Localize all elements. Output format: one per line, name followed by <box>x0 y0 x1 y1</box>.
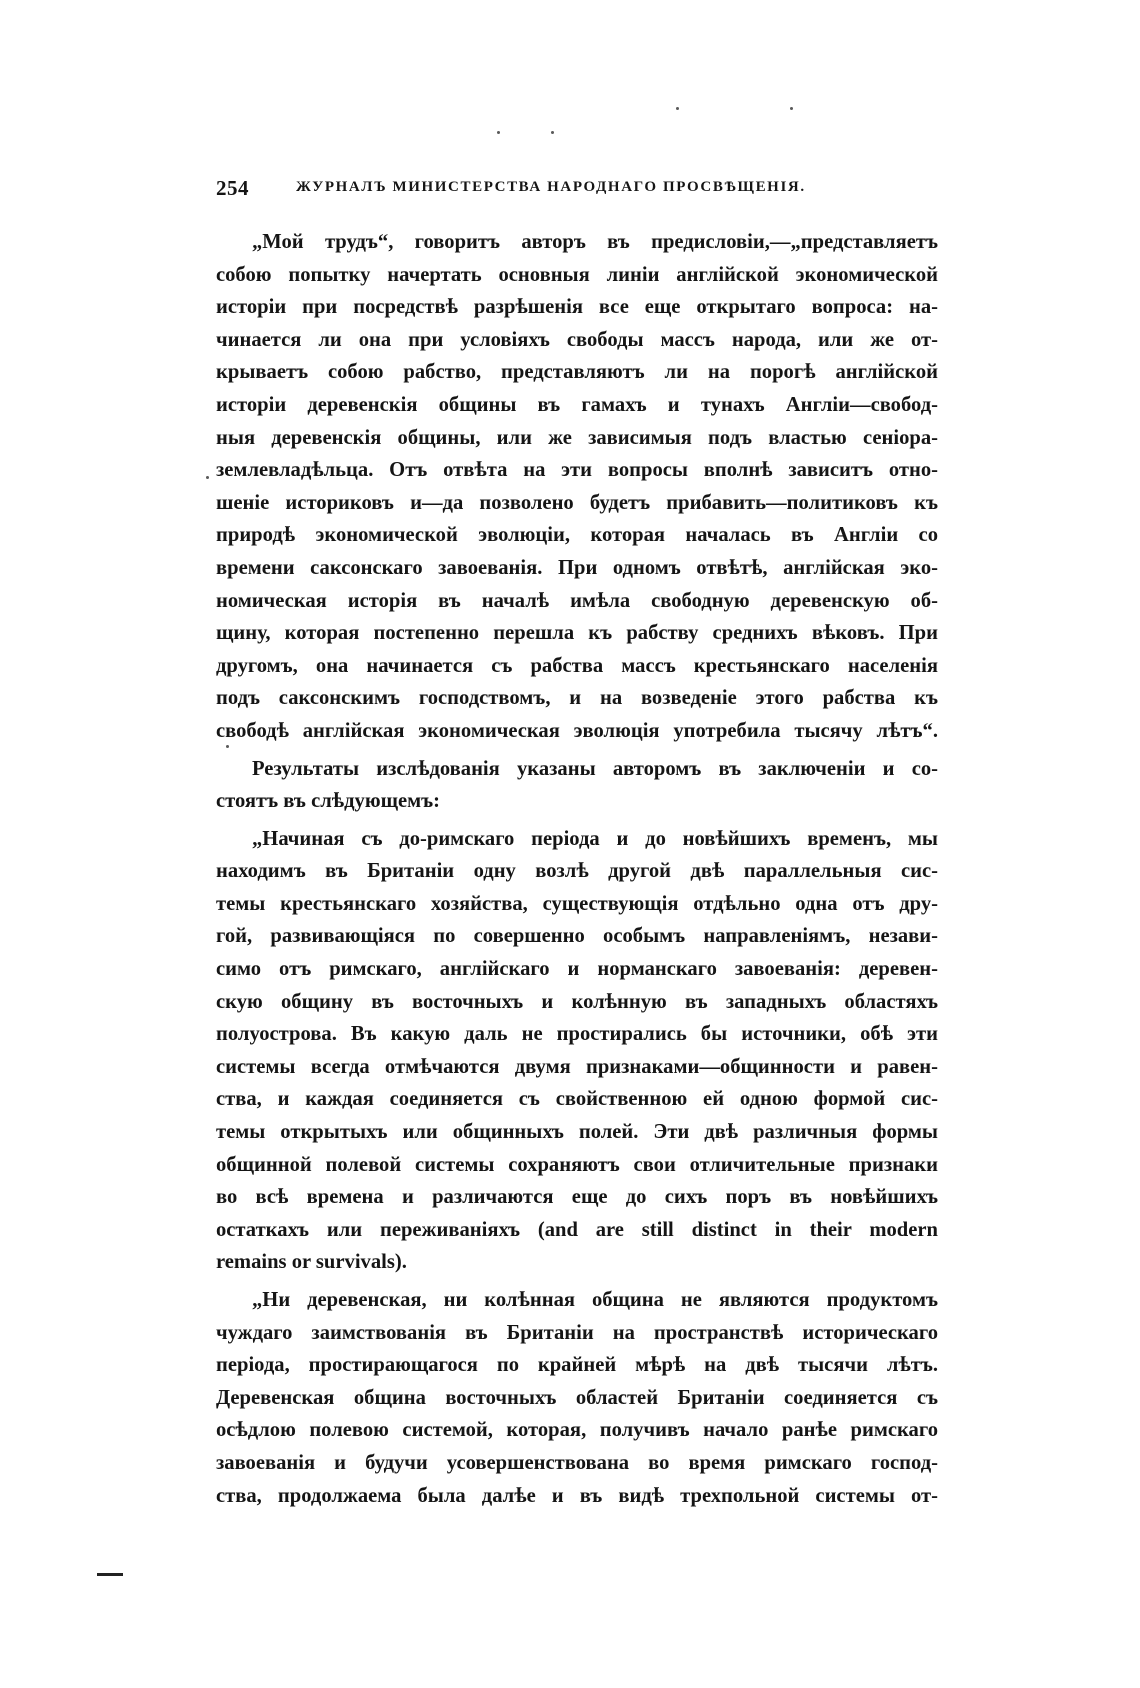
text-line: ныя деревенскія общины, или же зависимыя подъ властью сеніора- <box>216 426 938 449</box>
text-line: ства, и каждая соединяется съ свойственною ей одною формой сис- <box>216 1088 938 1111</box>
text-line: remains or survivals). <box>216 1251 407 1274</box>
text-line: шеніе историковъ и—да позволено будетъ прибавить—политиковъ къ <box>216 491 938 514</box>
paragraph <box>216 226 938 748</box>
page-header <box>216 176 936 206</box>
paragraph <box>216 823 938 1279</box>
text-line: „Начиная съ до-римскаго періода и до новѣйшихъ временъ, мы <box>252 827 938 850</box>
text-line: находимъ въ Британіи одну возлѣ другой двѣ параллельныя сис- <box>216 860 938 883</box>
text-line: осѣдлою полевою системой, которая, получивъ начало ранѣе римскаго <box>216 1419 938 1442</box>
text-line: „Ни деревенская, ни колѣнная община не являются продуктомъ <box>252 1289 938 1311</box>
text-line: другомъ, она начинается съ рабства массъ крестьянскаго населенія <box>216 654 938 677</box>
text-line: Результаты изслѣдованія указаны авторомъ въ заключеніи и со- <box>252 757 938 780</box>
text-line: симо отъ римскаго, англійскаго и норманскаго завоеванія: деревен- <box>216 958 938 981</box>
text-line: чуждаго заимствованія въ Британіи на пространствѣ историческаго <box>216 1321 938 1344</box>
text-line: полуострова. Въ какую даль не простирались бы источники, обѣ эти <box>216 1023 938 1046</box>
text-line: щину, которая постепенно перешла къ рабству среднихъ вѣковъ. При <box>216 622 938 645</box>
running-title: ЖУРНАЛЪ МИНИСТЕРСТВА НАРОДНАГО ПРОСВѢЩЕНІЯ. <box>296 179 806 195</box>
text-line: землевладѣльца. Отъ отвѣта на эти вопросы вполнѣ зависитъ отно- <box>216 459 938 482</box>
scan-speck <box>497 131 500 134</box>
scan-speck <box>676 107 679 110</box>
text-line: періода, простирающагося по крайней мѣрѣ на двѣ тысячи лѣтъ. <box>216 1354 938 1377</box>
text-line: общинной полевой системы сохраняютъ свои отличительные признаки <box>216 1153 938 1176</box>
text-line: ства, продолжаема была далѣе и въ видѣ трехпольной системы от- <box>216 1484 938 1507</box>
text-line: времени саксонскаго завоеванія. При одномъ отвѣтѣ, англійская эко- <box>216 556 938 579</box>
text-line: чинается ли она при условіяхъ свободы массъ народа, или же от- <box>216 328 938 351</box>
text-line: собою попытку начертать основныя линіи англійской экономической <box>216 263 938 286</box>
page-number: 254 <box>216 176 249 200</box>
scan-speck <box>790 107 793 110</box>
text-line: темы крестьянскаго хозяйства, существующія отдѣльно одна отъ дру- <box>216 892 938 915</box>
text-line: природѣ экономической эволюціи, которая началась въ Англіи со <box>216 524 938 547</box>
text-line: завоеванія и будучи усовершенствована во время римскаго господ- <box>216 1451 938 1474</box>
paragraph <box>216 753 938 818</box>
text-line: исторіи при посредствѣ разрѣшенія все еще открытаго вопроса: на- <box>216 296 938 319</box>
paragraph <box>216 1284 938 1512</box>
text-line: Деревенская община восточныхъ областей Британіи соединяется съ <box>216 1386 938 1409</box>
text-line: исторіи деревенскія общины въ гамахъ и тунахъ Англіи—свобод- <box>216 393 938 416</box>
text-line: стоятъ въ слѣдующемъ: <box>216 790 440 813</box>
text-line: „Мой трудъ“, говоритъ авторъ въ предисловіи,—„представляетъ <box>252 231 938 253</box>
scan-speck <box>206 476 209 479</box>
text-line: остаткахъ или переживаніяхъ (and are still distinct in their modern <box>216 1218 938 1241</box>
text-line: скую общину въ восточныхъ и колѣнную въ западныхъ областяхъ <box>216 990 938 1013</box>
scan-speck <box>551 131 554 134</box>
text-line: свободѣ англійская экономическая эволюція употребила тысячу лѣтъ“. <box>216 719 938 742</box>
text-line: гой, развивающіяся по совершенно особымъ направленіямъ, незави- <box>216 925 938 948</box>
text-line: подъ саксонскимъ господствомъ, и на возведеніе этого рабства къ <box>216 687 938 710</box>
text-line: системы всегда отмѣчаются двумя признаками—общинности и равен- <box>216 1055 938 1078</box>
text-line: крываетъ собою рабство, представляютъ ли на порогѣ англійской <box>216 361 938 384</box>
text-line: номическая исторія въ началѣ имѣла свободную деревенскую об- <box>216 589 938 612</box>
scan-mark <box>97 1573 123 1576</box>
text-line: темы открытыхъ или общинныхъ полей. Эти двѣ различныя формы <box>216 1121 938 1144</box>
body-text <box>216 226 938 1517</box>
text-line: во всѣ времена и различаются еще до сихъ поръ въ новѣйшихъ <box>216 1186 938 1209</box>
